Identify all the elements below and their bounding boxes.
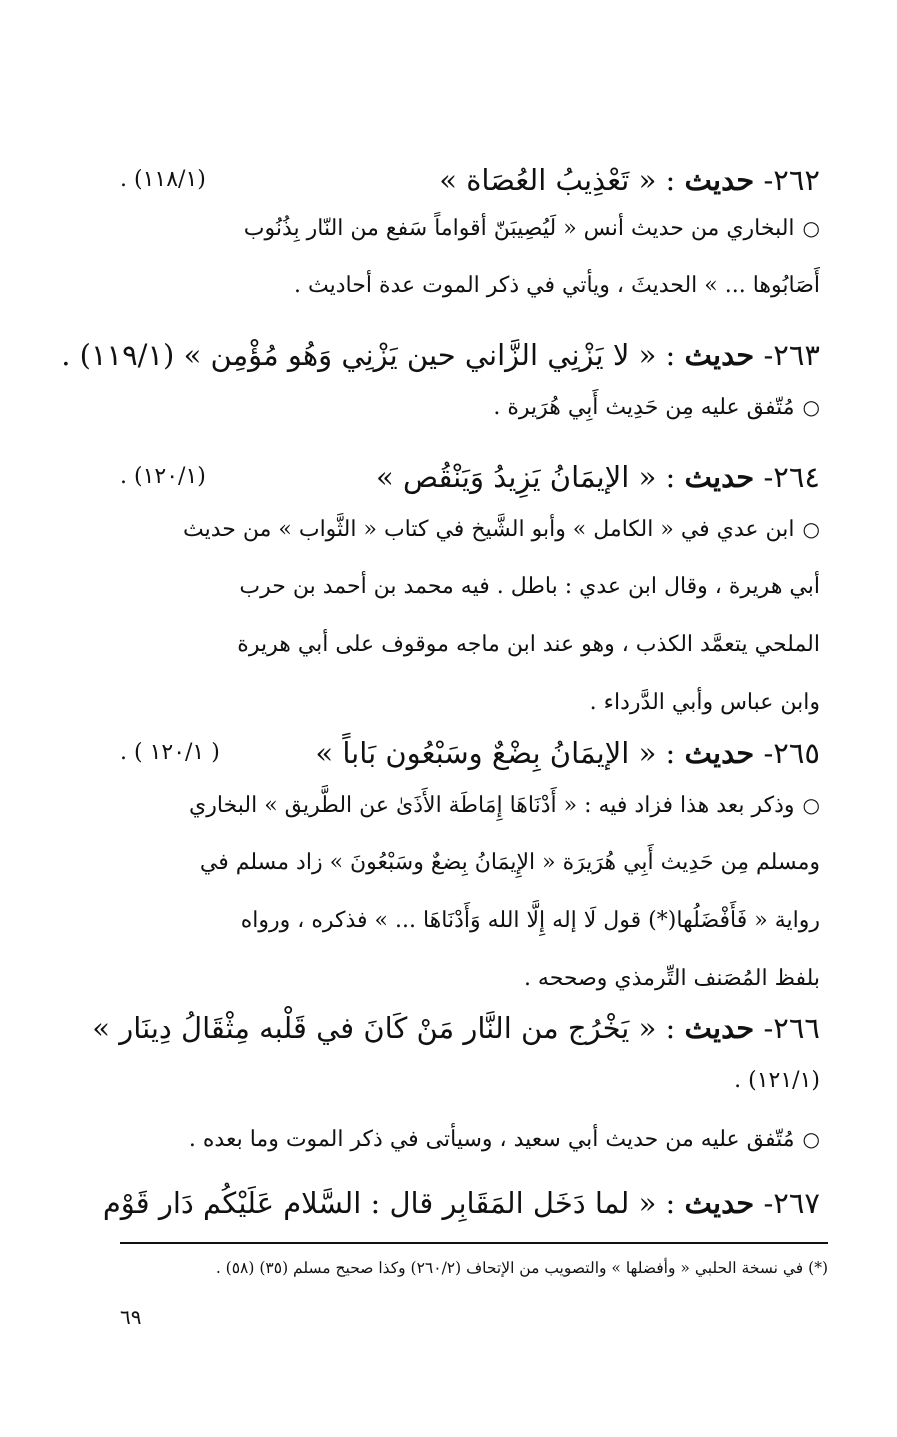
hadith-text: : « لما دَخَل المَقَابِر قال : السَّلام عَلَيْكُم دَار قَوْم [102, 1186, 676, 1220]
commentary-line: بلفظ المُصَنف التِّرمذي وصححه . [523, 966, 820, 991]
hadith-commentary-262 [120, 199, 820, 315]
hadith-keyword: حديث [684, 736, 755, 770]
commentary-line: ومسلم مِن حَدِيث أَبِي هُرَيرَة « الإِيمَانُ بِضعٌ وسَبْعُونَ » زاد مسلم في [199, 850, 820, 875]
commentary-line: ○وذكر بعد هذا فزاد فيه : « أَدْنَاهَا إِمَاطَة الأَذَىٰ عن الطَّريق » البخاري [189, 793, 820, 818]
circle-bullet-icon: ○ [802, 517, 820, 541]
hadith-commentary-264 [120, 500, 820, 732]
hadith-text: : « يَخْرُج من النَّار مَنْ كَانَ في قَلْبه مِثْقَالُ دِينَار » [92, 1011, 676, 1045]
commentary-line: ○البخاري من حديث أنس « لَيُصِيبَنّ أقواماً سَفع من النّار بِذُنُوب [243, 216, 820, 241]
hadith-number: ٢٦٢- [763, 163, 820, 197]
hadith-keyword: حديث [684, 163, 755, 197]
circle-bullet-icon: ○ [802, 216, 820, 240]
hadith-keyword: حديث [684, 460, 755, 494]
footnote: (*) في نسخة الحلبي « وأفضلها » والتصويب من الإتحاف (٢٦٠/٢) وكذا صحيح مسلم (٣٥) (٥٨) . [215, 1259, 828, 1277]
commentary-line: أبي هريرة ، وقال ابن عدي : باطل . فيه محمد بن أحمد بن حرب [239, 574, 820, 599]
commentary-line: وابن عباس وأبي الدَّرداء . [589, 690, 820, 715]
hadith-heading-263 [61, 335, 820, 375]
commentary-line: ○ابن عدي في « الكامل » وأبو الشَّيخ في كتاب « الثَّواب » من حديث [183, 517, 820, 542]
hadith-heading-265 [120, 733, 820, 773]
commentary-line: رواية « فَأَفْضَلُها(*) قول لَا إله إِلَّا الله وَأَدْنَاهَا ... » فذكره ، ورواه [240, 908, 820, 933]
hadith-keyword: حديث [684, 338, 755, 372]
commentary-line: الملحي يتعمَّد الكذب ، وهو عند ابن ماجه موقوف على أبي هريرة [237, 632, 820, 657]
hadith-number: ٢٦٣- [763, 338, 820, 372]
hadith-heading-266 [92, 1008, 820, 1048]
commentary-line: أَصَابُوها ... » الحديثَ ، ويأتي في ذكر الموت عدة أحاديث . [294, 273, 820, 298]
hadith-heading-267 [102, 1183, 820, 1223]
commentary-line: ○مُتّفق عليه مِن حَدِيث أَبِي هُرَيرة . [493, 395, 820, 420]
circle-bullet-icon: ○ [802, 793, 820, 817]
hadith-keyword: حديث [684, 1011, 755, 1045]
hadith-text: : « لا يَزْنِي الزَّاني حين يَزْنِي وَهُو مُؤْمِن » (١١٩/١) . [61, 338, 676, 372]
hadith-heading-262 [120, 160, 820, 200]
hadith-number: ٢٦٥- [763, 736, 820, 770]
hadith-number: ٢٦٤- [763, 460, 820, 494]
hadith-text: : « الإيمَانُ بِضْعٌ وسَبْعُون بَاباً » [315, 736, 676, 770]
hadith-commentary-263 [120, 378, 820, 436]
hadith-text: : « تَعْذِيبُ العُصَاة » [439, 163, 676, 197]
hadith-reference: (١٢٠/١) . [120, 464, 206, 489]
hadith-commentary-266 [120, 1052, 820, 1168]
commentary-line: ○مُتّفق عليه من حديث أبي سعيد ، وسيأتى في ذكر الموت وما بعده . [188, 1127, 820, 1152]
page-number: ٦٩ [120, 1305, 142, 1329]
hadith-reference: (١٢١/١) . [734, 1068, 820, 1093]
hadith-reference: ( ١٢٠/١ ) . [120, 740, 220, 765]
circle-bullet-icon: ○ [802, 1127, 820, 1151]
footnote-divider [120, 1242, 828, 1244]
hadith-keyword: حديث [684, 1186, 755, 1220]
circle-bullet-icon: ○ [802, 395, 820, 419]
hadith-reference: (١١٨/١) . [120, 167, 206, 192]
hadith-commentary-265 [120, 776, 820, 1008]
hadith-number: ٢٦٦- [763, 1011, 820, 1045]
hadith-number: ٢٦٧- [763, 1186, 820, 1220]
hadith-text: : « الإيمَانُ يَزِيدُ وَيَنْقُص » [376, 460, 676, 494]
hadith-heading-264 [120, 457, 820, 497]
